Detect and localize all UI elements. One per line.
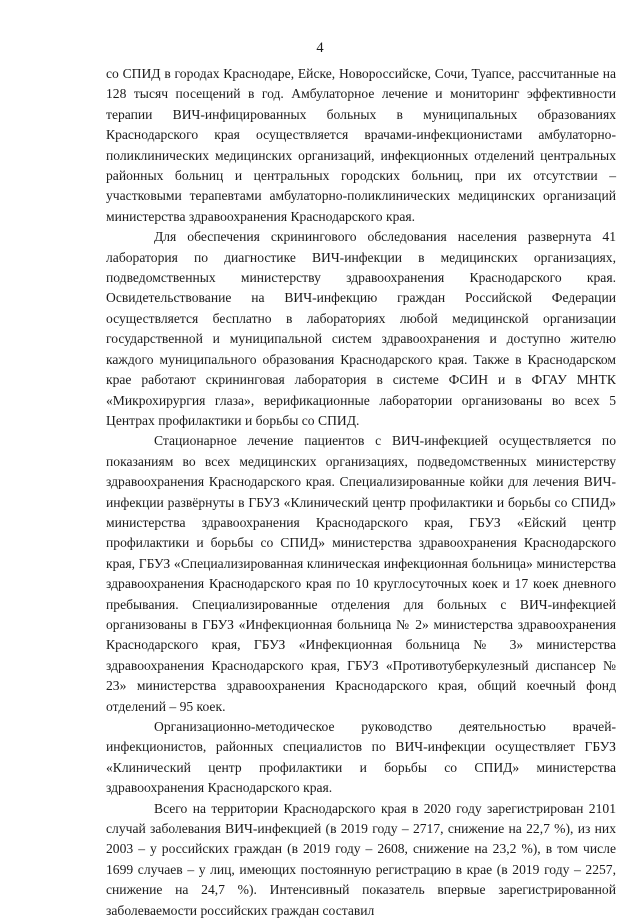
paragraph-methodical-guidance: Организационно-методическое руководство деятельностью врачей-инфекционистов, районных специалистов по ВИЧ-инфекции осуществляет ГБУЗ «Клинический центр профилактики и борьбы со СПИД» министерства здравоохранения Краснодарского края. [106,719,616,796]
paragraph-registered-cases: Всего на территории Краснодарского края в 2020 году зарегистрирован 2101 случай заболевания ВИЧ-инфекцией (в 2019 году – 2717, снижение на 22,7 %), из них 2003 – у российских граждан (в 2019 году – 2608, снижение на 23,2 %), в том числе 1699 случаев – у лиц, имеющих постоянную регистрацию в крае (в 2019 году – 2257, снижение на 24,7 %). Интенсивный показатель впервые зарегистрированной заболеваемости российских граждан составил [106,800,616,918]
page-number: 4 [316,40,324,56]
paragraph-continuation: со СПИД в городах Краснодаре, Ейске, Новороссийске, Сочи, Туапсе, рассчитанные на 128 тысяч посещений в год. Амбулаторное лечение и мониторинг эффективности терапии ВИЧ-инфицированных больных в муниципальных образованиях Краснодарского края осуществляется врачами-инфекционистами амбулаторно-поликлинических медицинских организаций, инфекционных отделений центральных районных больниц и центральных городских больниц, при их отсутствии – участковыми терапевтами амбулаторно-поликлинических медицинских организаций министерства здравоохранения Краснодарского края. [106,66,616,224]
paragraph-screening-labs: Для обеспечения скринингового обследования населения развернута 41 лаборатория по диагностике ВИЧ-инфекции в медицинских организациях, подведомственных министерству здравоохранения Краснодарского края. Освидетельствование на ВИЧ-инфекцию граждан Российской Федерации осуществляется бесплатно в лабораториях любой медицинской организации государственной и муниципальной систем здравоохранения и доступно жителю каждого муниципального образования Краснодарского края. Также в Краснодарском крае работают скрининговая лаборатория в системе ФСИН и в ФГАУ МНТК «Микрохирургия глаза», верификационные лаборатории организованы во всех 5 Центрах профилактики и борьбы со СПИД. [106,229,616,428]
paragraph-inpatient-treatment: Стационарное лечение пациентов с ВИЧ-инфекцией осуществляется по показаниям во всех медицинских организациях, подведомственных министерству здравоохранения Краснодарского края. Специализированные койки для лечения ВИЧ-инфекции развёрнуты в ГБУЗ «Клинический центр профилактики и борьбы со СПИД» министерства здравоохранения Краснодарского края, ГБУЗ «Ейский центр профилактики и борьбы со СПИД» министерства здравоохранения Краснодарского края, ГБУЗ «Специализированная клиническая инфекционная больница» министерства здравоохранения Краснодарского края по 10 круглосуточных коек и 17 коек дневного пребывания. Специализированные отделения для больных с ВИЧ-инфекцией организованы в ГБУЗ «Инфекционная больница № 2» министерства здравоохранения Краснодарского края, ГБУЗ «Инфекционная больница № 3» министерства здравоохранения Краснодарского края, ГБУЗ «Противотуберкулезный диспансер № 23» министерства здравоохранения Краснодарского края, общий коечный фонд отделений – 95 коек. [106,433,616,714]
document-body [106,64,616,921]
